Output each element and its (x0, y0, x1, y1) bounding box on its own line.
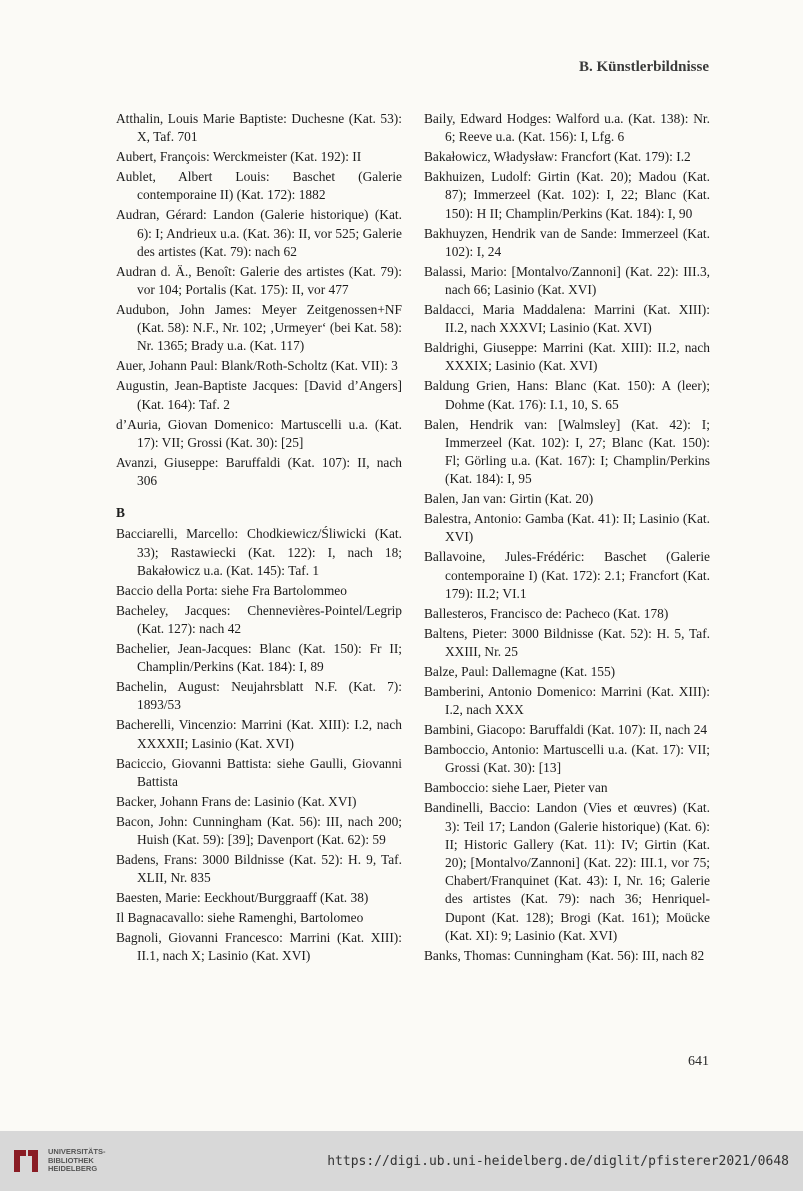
logo-line-2: BIBLIOTHEK (48, 1155, 94, 1165)
library-logo[interactable] (12, 1146, 106, 1176)
index-entry: Bambini, Giacopo: Baruffaldi (Kat. 107): II, nach 24 (424, 722, 708, 738)
index-entry: Ballesteros, Francisco de: Pacheco (Kat. 178) (424, 605, 669, 621)
logo-line-1: UNIVERSITÄTS- (48, 1147, 106, 1157)
index-entry: Bakhuyzen, Hendrik van de Sande: Immerzeel (Kat. 102): I, 24 (424, 225, 710, 259)
index-entry: Bacciarelli, Marcello: Chodkiewicz/Śliwicki (Kat. 33); Rastawiecki (Kat. 122): I, nach 18; Bakałowicz u.a. (Kat. 145): Taf. 1 (116, 526, 402, 578)
index-entry: Baesten, Marie: Eeckhout/Burggraaff (Kat. 38) (116, 890, 369, 906)
index-entry: Balassi, Mario: [Montalvo/Zannoni] (Kat. 22): III.3, nach 66; Lasinio (Kat. XVI) (424, 263, 710, 298)
page-number: 641 (688, 1054, 709, 1069)
index-entry: Banks, Thomas: Cunningham (Kat. 56): III, nach 82 (424, 947, 705, 963)
index-entry: Il Bagnacavallo: siehe Ramenghi, Bartolomeo (116, 910, 364, 926)
index-entry: Avanzi, Giuseppe: Baruffaldi (Kat. 107): II, nach 306 (116, 454, 402, 489)
index-entry: Ballavoine, Jules-Frédéric: Baschet (Galerie contemporaine I) (Kat. 172): 2.1; Francfort (Kat. 179): II.2; VI.1 (424, 549, 710, 601)
right-column (424, 110, 710, 967)
index-entry: Bacheley, Jacques: Chennevières-Pointel/Legrip (Kat. 127): nach 42 (116, 602, 402, 637)
index-entry: Bagnoli, Giovanni Francesco: Marrini (Kat. XIII): II.1, nach X; Lasinio (Kat. XVI) (116, 930, 402, 964)
index-entry: Bacon, John: Cunningham (Kat. 56): III, nach 200; Huish (Kat. 59): [39]; Davenport (Kat. 62): 59 (116, 813, 402, 848)
index-entry: Bandinelli, Baccio: Landon (Vies et œuvres) (Kat. 3): Teil 17; Landon (Galerie historique) (Kat. 6): II; Historic Gallery (Kat. 11): IV; Girtin (Kat. 20); [Montalvo/Zannoni] (Kat. 22): III.1, vor 75; Chabert/Franquinet (Kat. 43): I, Nr. 16; Galerie des artistes (Kat. 79): nach 36; Henriquel-Dupont (Kat. 128); Brogi (Kat. 161); Moücke (Kat. XI): 9; Lasinio (Kat. XVI) (424, 800, 710, 943)
entries-a-list (116, 110, 402, 490)
footer-bar (0, 1131, 803, 1191)
entries-b-list (116, 525, 402, 965)
index-entry: Balen, Jan van: Girtin (Kat. 20) (424, 491, 594, 507)
index-entry: Bamboccio, Antonio: Martuscelli u.a. (Kat. 17): VII; Grossi (Kat. 30): [13] (424, 742, 710, 776)
index-entry: Audubon, John James: Meyer Zeitgenossen+NF (Kat. 58): N.F., Nr. 102; ‚Urmeyer‘ (bei Kat. 58): Nr. 1365; Brady u.a. (Kat. 117) (116, 302, 402, 354)
index-entry: Bacherelli, Vincenzio: Marrini (Kat. XIII): I.2, nach XXXXII; Lasinio (Kat. XVI) (116, 717, 402, 751)
left-column (116, 110, 402, 967)
index-entry: Bachelin, August: Neujahrsblatt N.F. (Kat. 7): 1893/53 (116, 679, 402, 713)
index-entry: Baldrighi, Giuseppe: Marrini (Kat. XIII): II.2, nach XXXIX; Lasinio (Kat. XVI) (424, 340, 710, 374)
index-entry: Backer, Johann Frans de: Lasinio (Kat. XVI) (116, 793, 357, 809)
index-entry: Audran d. Ä., Benoît: Galerie des artistes (Kat. 79): vor 104; Portalis (Kat. 175): II, vor 477 (116, 263, 402, 298)
index-entry: Bachelier, Jean-Jacques: Blanc (Kat. 150): Fr II; Champlin/Perkins (Kat. 184): I, 89 (116, 641, 402, 675)
library-logo-text (48, 1148, 106, 1174)
index-entry: d’Auria, Giovan Domenico: Martuscelli u.a. (Kat. 17): VII; Grossi (Kat. 30): [25] (116, 416, 402, 450)
index-entry: Augustin, Jean-Baptiste Jacques: [David d’Angers] (Kat. 164): Taf. 2 (116, 378, 402, 412)
index-entry: Aublet, Albert Louis: Baschet (Galerie contemporaine II) (Kat. 172): 1882 (116, 169, 402, 203)
section-letter-b: B (116, 505, 125, 521)
index-entry: Bamberini, Antonio Domenico: Marrini (Kat. XIII): I.2, nach XXX (424, 684, 710, 718)
index-entry: Baldung Grien, Hans: Blanc (Kat. 150): A (leer); Dohme (Kat. 176): I.1, 10, S. 65 (424, 378, 710, 412)
index-entry: Baily, Edward Hodges: Walford u.a. (Kat. 138): Nr. 6; Reeve u.a. (Kat. 156): I, Lfg. 6 (424, 111, 710, 145)
index-entry: Balestra, Antonio: Gamba (Kat. 41): II; Lasinio (Kat. XVI) (424, 511, 710, 545)
index-entry: Bakhuizen, Ludolf: Girtin (Kat. 20); Madou (Kat. 87); Immerzeel (Kat. 102): I, 22; Blanc (Kat. 150): H II; Champlin/Perkins (Kat. 184): I, 90 (424, 169, 710, 221)
index-entry: Baltens, Pieter: 3000 Bildnisse (Kat. 52): H. 5, Taf. XXIII, Nr. 25 (424, 625, 710, 660)
index-entry: Atthalin, Louis Marie Baptiste: Duchesne (Kat. 53): X, Taf. 701 (116, 111, 402, 145)
entries-list (424, 110, 710, 965)
index-entry: Baciccio, Giovanni Battista: siehe Gaulli, Giovanni Battista (116, 755, 402, 789)
library-logo-icon (12, 1146, 40, 1176)
index-entry: Balen, Hendrik van: [Walmsley] (Kat. 42): I; Immerzeel (Kat. 102): I, 27; Blanc (Kat. 150): Fl; Görling u.a. (Kat. 167): I; Champlin/Perkins (Kat. 184): I, 95 (424, 416, 710, 487)
index-entry: Balze, Paul: Dallemagne (Kat. 155) (424, 664, 616, 680)
running-header: B. Künstlerbildnisse (578, 59, 709, 75)
index-entry: Audran, Gérard: Landon (Galerie historique) (Kat. 6): I; Andrieux u.a. (Kat. 36): II, vor 525; Galerie des artistes (Kat. 79): nach 62 (116, 207, 402, 259)
index-entry: Baldacci, Maria Maddalena: Marrini (Kat. XIII): II.2, nach XXXVI; Lasinio (Kat. XVI) (424, 302, 710, 336)
index-entry: Badens, Frans: 3000 Bildnisse (Kat. 52): H. 9, Taf. XLII, Nr. 835 (116, 852, 402, 886)
index-entry: Bamboccio: siehe Laer, Pieter van (424, 780, 608, 796)
index-entry: Baccio della Porta: siehe Fra Bartolommeo (116, 582, 347, 598)
index-entry: Auer, Johann Paul: Blank/Roth-Scholtz (Kat. VII): 3 (116, 358, 398, 374)
permalink-url[interactable]: https://digi.ub.uni-heidelberg.de/diglit/pfisterer2021/0648 (327, 1153, 789, 1169)
logo-line-3: HEIDELBERG (48, 1164, 98, 1174)
index-entry: Aubert, François: Werckmeister (Kat. 192): II (116, 149, 362, 165)
index-entry: Bakałowicz, Władysław: Francfort (Kat. 179): I.2 (424, 149, 691, 165)
